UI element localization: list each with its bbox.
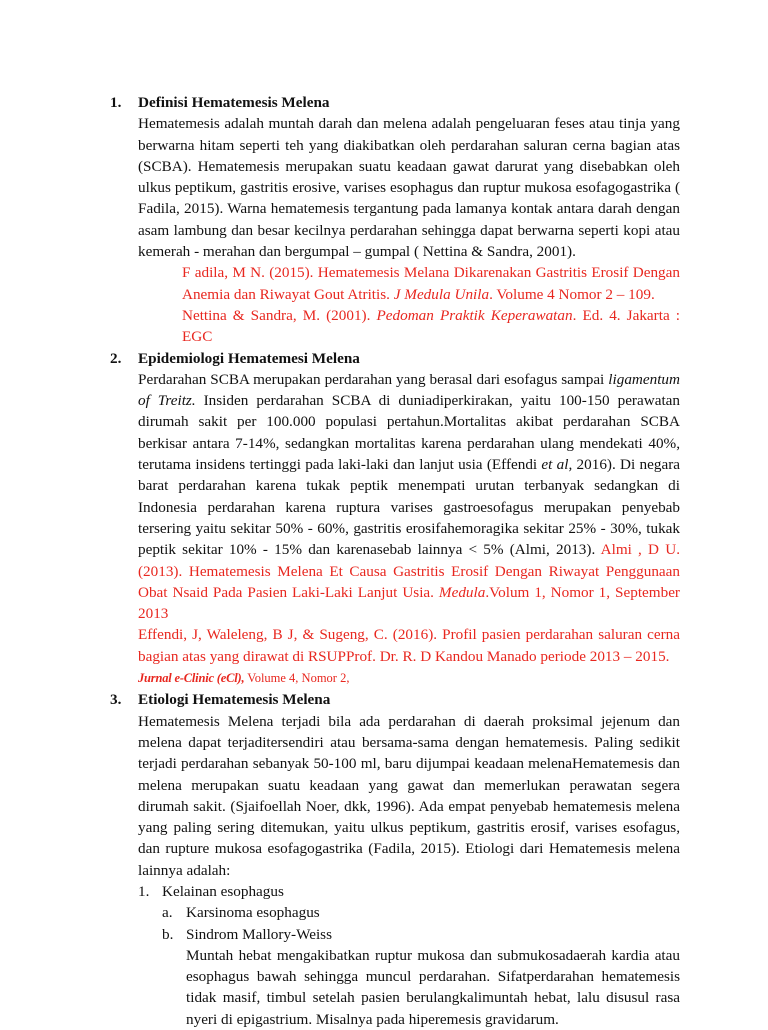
reference-effendi: Effendi, J, Waleleng, B J, & Sugeng, C. (2016). Profil pasien perdarahan saluran cerna bagian atas yang dirawat di RSUPProf. Dr. R. D Kandou Manado periode 2013 – 2015. Jurnal e-Clinic (eCl), Volume 4, Nomor 2, [138,626,680,686]
section-paragraph: Hematemesis Melena terjadi bila ada perdarahan di daerah proksimal jejenum dan melena dapat terjaditersendiri atau bersama-sama dengan hematemesis. Paling sedikit terjadi perdarahan sebanyak 50-100 ml, baru dijumpai keadaan melenaHematemesis dan melena merupakan suatu keadaan yang gawat dan memerlukan perawatan segera dirumah sakit. (Sjaifoellah Noer, dkk, 1996). Ada empat penyebab hematemesis melena yang paling sering ditemukan, yaitu ulkus peptikum, gastritis erosif, varises esofagus, dan rupture mukosa esofagogastrika (Fadila, 2015). Etiologi dari Hematemesis melena lainnya adalah: [138,712,680,879]
section-title: Definisi Hematemesis Melena [138,94,330,111]
sub-list [162,902,680,945]
section-paragraph: Hematemesis adalah muntah darah dan melena adalah pengeluaran feses atau tinja yang berwarna hitam seperti teh yang diakibatkan oleh perdarahan saluran cerna bagian atas (SCBA). Hematemesis merupakan suatu keadaan gawat darurat yang disebabkan oleh ulkus peptikum, gastritis erosive, varises esophagus dan ruptur mukosa esofagogastrika ( Fadila, 2015). Warna hematemesis tergantung pada lamanya kontak antara darah dengan asam lambung dan besar kecilnya perdarahan sehingga dapat berwarna seperti kopi atau kemerah - merahan dan bergumpal – gumpal ( Nettina & Sandra, 2001). [138,115,680,261]
section-epidemiologi [110,348,680,690]
section-definisi [110,92,680,348]
sub-list-item: a. Karsinoma esophagus [162,904,320,922]
reference-nettina: Nettina & Sandra, M. (2001). Pedoman Praktik Keperawatan. Ed. 4. Jakarta : EGC [182,306,680,346]
sub-list-item: b. Sindrom Mallory-Weiss [162,925,333,943]
section-heading [110,348,680,369]
section-number: 3. [110,691,122,709]
section-heading [110,92,680,113]
section-number: 1. [110,94,122,111]
document-content [110,92,680,1030]
section-title: Epidemiologi Hematemesi Melena [138,349,360,367]
reference-almi: Almi , D U. (2013). Hematemesis Melena Et Causa Gastritis Erosif Dengan Riwayat Penggunaan Obat Nsaid Pada Pasien Laki-Laki Lanjut Usia. Medula.Volum 1, Nomor 1, September 2013 [138,541,680,623]
section-number: 2. [110,349,122,367]
list-item: 1. Kelainan esophagus [138,882,284,900]
section-heading [110,689,680,710]
section-etiologi [110,689,680,1030]
sub-item-description: Muntah hebat mengakibatkan ruptur mukosa dan submukosadaerah kardia atau esophagus bawah sehingga muncul perdarahan. Sifatperdarahan hematemesis tidak masif, timbul setelah pasien berulangkalimuntah hebat, lalu disusul rasa nyeri di epigastrium. Misalnya pada hiperemesis gravidarum. [186,946,680,1028]
reference-fadila: F adila, M N. (2015). Hematemesis Melana Dikarenakan Gastritis Erosif Dengan Anemia dan Riwayat Gout Atritis. J Medula Unila. Volume 4 Nomor 2 – 109. [182,264,680,303]
section-title: Etiologi Hematemesis Melena [138,691,331,709]
section-paragraph: Perdarahan SCBA merupakan perdarahan yang berasal dari esofagus sampai ligamentum of Treitz. Insiden perdarahan SCBA di duniadiperkirakan, yaitu 100-150 perawatan dirumah sakit per 100.000 populasi pertahun.Mortalitas akibat perdarahan SCBA berkisar antara 7-14%, sedangkan mortalitas karena perdarahan ulang mendekati 40%, terutama insidens tertinggi pada laki-laki dan lanjut usia (Effendi et al, 2016). Di negara barat perdarahan karena tukak peptik menempati urutan terbanyak sedangkan di Indonesia perdarahan karena ruptura varises gastroesofagus merupakan penyebab tersering yaitu sekitar 50% - 60%, gastritis erosifahemoragika sekitar 25% - 30%, tukak peptik sekitar 10% - 15% dan karenasebab lainnya < 5% (Almi, 2013). Almi , D U. (2013). Hematemesis Melena Et Causa Gastritis Erosif Dengan Riwayat Penggunaan Obat Nsaid Pada Pasien Laki-Laki Lanjut Usia. Medula.Volum 1, Nomor 1, September 2013 [138,370,680,623]
